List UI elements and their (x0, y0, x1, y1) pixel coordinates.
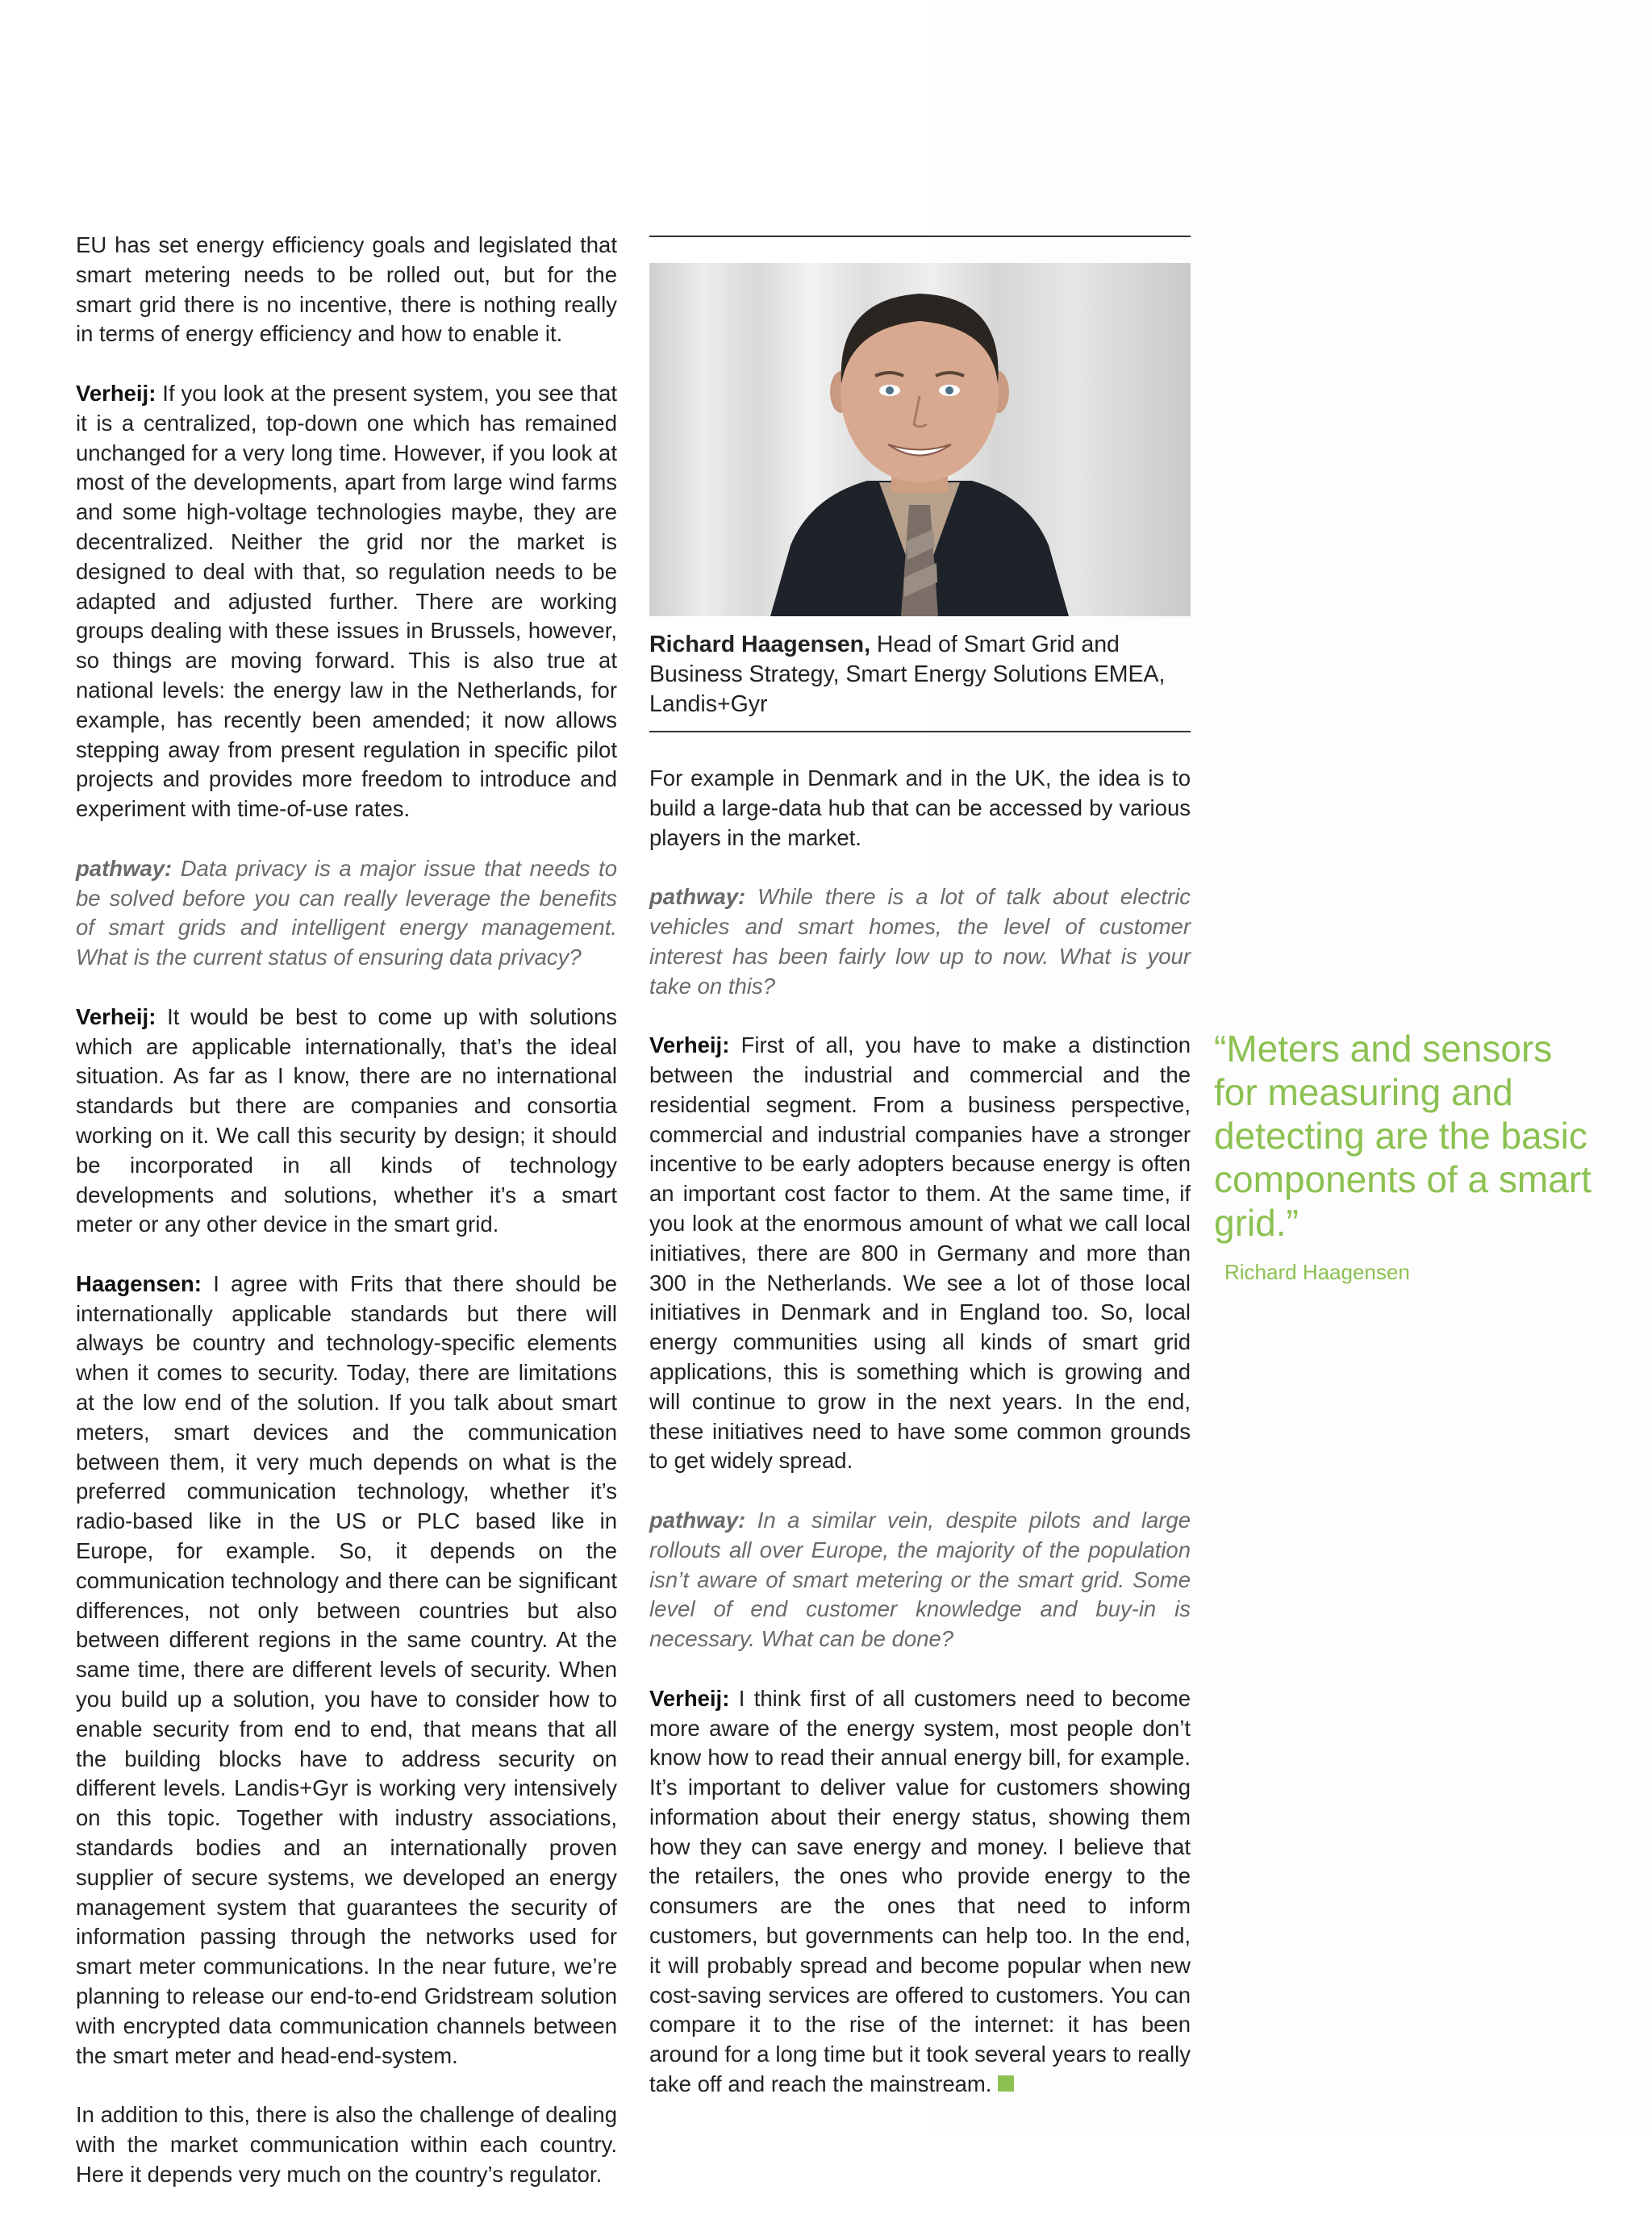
speaker-label: Verheij: (649, 1685, 730, 1711)
left-text-column (76, 231, 617, 2219)
speaker-label: Verheij: (76, 380, 156, 406)
question-lead: pathway: (649, 884, 746, 910)
speaker-label: Verheij: (76, 1003, 156, 1029)
caption-role: Head of Smart Grid and Business Strategy, Smart Energy Solutions EMEA, Landis+Gyr (649, 632, 1166, 717)
top-rule (649, 236, 1191, 237)
question-lead: pathway: (76, 855, 173, 881)
paragraph (76, 1270, 617, 2071)
interview-question (649, 882, 1191, 1001)
pull-quote: “Meters and sensors for measuring and detecting are the basic components of a smart grid.” (1214, 1028, 1592, 1244)
interview-question (76, 854, 617, 973)
pull-quote-attribution: Richard Haagensen (1224, 1260, 1410, 1284)
middle-text-column (649, 764, 1191, 2129)
paragraph (649, 1684, 1191, 2100)
answer-text: I agree with Frits that there should be internationally applicable standards but there will always be country and technology-specific elements when it comes to security. Today, there are limitations at the low end of the solution. If you talk about smart meters, smart devices and the communication between them, it very much depends on what is the preferred communication technology, whether it’s radio-based like in the US or PLC based like in Europe, for example. So, it depends on the communication technology and there can be significant differences, not only between countries but also between different regions in the same country. At the same time, there are different levels of security. When you build up a solution, you have to consider how to enable security from end to end, that means that all the building blocks have to address security on different levels. Landis+Gyr is working very intensively on this topic. Together with industry associations, standards bodies and an internationally proven supplier of secure systems, we developed an energy management system that guarantees the security of information passing through the networks used for smart meter communications. In the near future, we’re planning to release our end-to-end Gridstream solution with encrypted data communication channels between the smart meter and head-end-system. (76, 1270, 617, 2068)
question-text: While there is a lot of talk about electric vehicles and smart homes, the level of customer interest has been fairly low up to now. What is your take on this? (649, 884, 1191, 999)
paragraph (76, 379, 617, 824)
question-lead: pathway: (649, 1507, 746, 1533)
paragraph (649, 1031, 1191, 1476)
answer-text: It would be best to come up with solutions which are applicable internationally, that’s the ideal situation. As far as I know, there are no international standards but there are companies and consortia working on it. We call this security by design; it should be incorporated in all kinds of technology developments and solutions, whether it’s a smart meter or any other device in the smart grid. (76, 1003, 617, 1237)
answer-text: First of all, you have to make a distinction between the industrial and commercial and the residential segment. From a business perspective, commercial and industrial companies have a stronger incentive to be early adopters because energy is often an important cost factor to them. At the same time, if you look at the enormous amount of what we call local initiatives, there are 800 in Germany and more than 300 in the Netherlands. We see a lot of those local initiatives in Denmark and in England too. So, local energy communities using all kinds of smart grid applications, this is something which is growing and will continue to grow in the next years. In the end, these initiatives need to have some common grounds to get widely spread. (649, 1032, 1191, 1474)
interview-question (649, 1506, 1191, 1654)
question-text: In a similar vein, despite pilots and large rollouts all over Europe, the majority of the population isn’t aware of smart metering or the smart grid. Some level of end customer knowledge and buy-in is necessary. What can be done? (649, 1507, 1191, 1652)
paragraph: EU has set energy efficiency goals and legislated that smart metering needs to be rolled out, but for the smart grid there is no incentive, there is nothing really in terms of energy efficiency and how to enable it. (76, 232, 617, 347)
speaker-label: Verheij: (649, 1032, 730, 1058)
portrait-photo (649, 263, 1191, 616)
end-of-article-square-icon (998, 2075, 1014, 2092)
caption-rule (649, 731, 1191, 732)
photo-caption (649, 630, 1191, 720)
paragraph: For example in Denmark and in the UK, the idea is to build a large-data hub that can be accessed by various players in the market. (649, 765, 1191, 850)
answer-text: I think first of all customers need to become more aware of the energy system, most people don’t know how to read their annual energy bill, for example. It’s important to deliver value for customers showing information about their energy status, showing them how they can save energy and money. I believe that the retailers, the ones who provide energy to the consumers are the ones that need to inform customers, but governments can help too. In the end, it will probably spread and become popular when new cost-saving services are offered to customers. You can compare it to the rise of the internet: it has been around for a long time but it took several years to really take off and reach the mainstream. (649, 1685, 1191, 2097)
paragraph: In addition to this, there is also the challenge of dealing with the market communication within each country. Here it depends very much on the country’s regulator. (76, 2102, 617, 2187)
answer-text: If you look at the present system, you see that it is a centralized, top-down one which has remained unchanged for a very long time. However, if you look at most of the developments, apart from large wind farms and some high-voltage technologies maybe, they are decentralized. Neither the grid nor the market is designed to deal with that, so regulation needs to be adapted and adjusted further. There are working groups dealing with these issues in Brussels, however, so things are moving forward. This is also true at national levels: the energy law in the Netherlands, for example, has recently been amended; it now allows stepping away from present regulation in specific pilot projects and provides more freedom to introduce and experiment with time-of-use rates. (76, 380, 617, 822)
portrait-illustration (649, 263, 1191, 616)
speaker-label: Haagensen: (76, 1270, 202, 1296)
paragraph (76, 1003, 617, 1240)
caption-name: Richard Haagensen, (649, 632, 871, 657)
question-text: Data privacy is a major issue that needs to be solved before you can really leverage the benefits of smart grids and intelligent energy management. What is the current status of ensuring data privacy? (76, 855, 617, 970)
